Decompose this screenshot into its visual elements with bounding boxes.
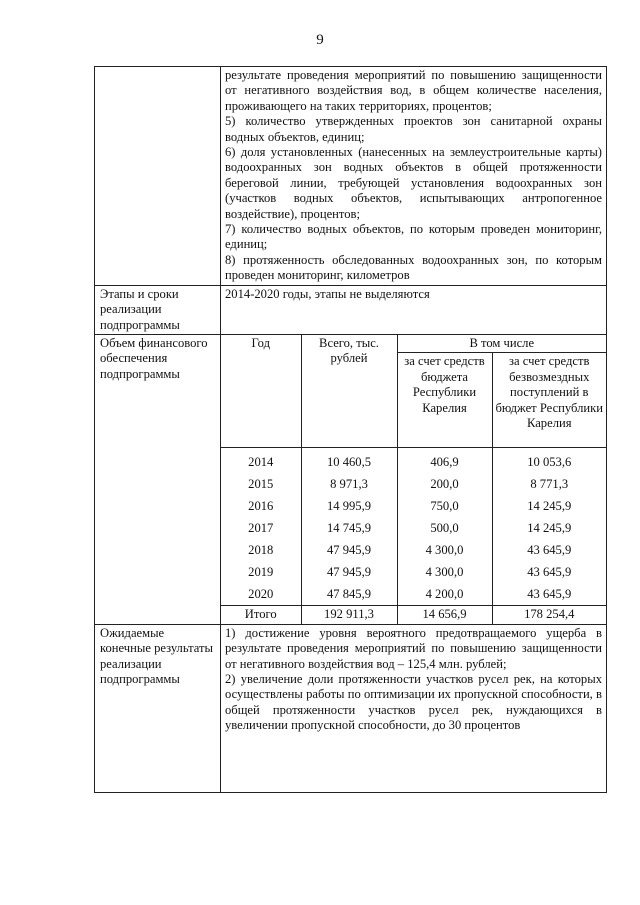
table-row <box>221 495 606 517</box>
budget-cell: 500,0 <box>397 517 492 539</box>
finance-cell <box>221 334 607 624</box>
total-cell: 47 845,9 <box>301 583 397 606</box>
total-row <box>221 606 606 624</box>
finance-row <box>95 334 607 624</box>
indicators-label-cell <box>95 67 221 286</box>
finance-table <box>221 335 606 624</box>
indicator-line: 7) количество водных объектов, по которым проведен мониторинг, единиц; <box>225 222 602 252</box>
page-number: 9 <box>316 32 324 48</box>
indicators-row <box>95 67 607 286</box>
year-cell: 2014 <box>221 448 301 474</box>
total-cell: 8 971,3 <box>301 473 397 495</box>
results-label: Ожидаемые конечные результаты реализации подпрограммы <box>95 624 221 792</box>
budget-cell: 200,0 <box>397 473 492 495</box>
results-row <box>95 624 607 792</box>
header-including: В том числе <box>397 335 606 353</box>
table-row <box>221 448 606 474</box>
year-cell: 2017 <box>221 517 301 539</box>
stages-value: 2014-2020 годы, этапы не выделяются <box>221 285 607 334</box>
total-cell: 14 745,9 <box>301 517 397 539</box>
table-row <box>221 583 606 606</box>
total-budget: 14 656,9 <box>397 606 492 624</box>
indicators-cell <box>221 67 607 286</box>
total-grants: 178 254,4 <box>492 606 606 624</box>
passport-table <box>94 66 607 793</box>
budget-cell: 4 300,0 <box>397 561 492 583</box>
grants-cell: 14 245,9 <box>492 517 606 539</box>
indicator-line: 8) протяженность обследованных водоохранных зон, по которым проведен мониторинг, километров <box>225 252 602 283</box>
total-sum: 192 911,3 <box>301 606 397 624</box>
grants-cell: 43 645,9 <box>492 583 606 606</box>
indicator-line: 6) доля установленных (нанесенных на землеустроительные карты) водоохранных зон водных объектов в общей протяженности береговой линии, требующей установления водоохранных зон (участков водных объектов, испытывающих антропогенное воздействие), процентов; <box>225 145 602 221</box>
table-row <box>221 517 606 539</box>
grants-cell: 43 645,9 <box>492 539 606 561</box>
header-budget: за счет средств бюджета Республики Карелия <box>397 353 492 448</box>
budget-cell: 750,0 <box>397 495 492 517</box>
indicator-line: 5) количество утвержденных проектов зон санитарной охраны водных объектов, единиц; <box>225 114 602 144</box>
result-item: 1) достижение уровня вероятного предотвращаемого ущерба в результате проведения мероприятий по повышению защищенности от негативного воздействия вод – 125,4 млн. рублей; <box>225 625 602 671</box>
stages-label: Этапы и сроки реализации подпрограммы <box>95 285 221 334</box>
header-year: Год <box>221 335 301 448</box>
stages-row <box>95 285 607 334</box>
year-cell: 2015 <box>221 473 301 495</box>
indicator-line: результате проведения мероприятий по повышению защищенности от негативного воздействия вод, в общем количестве населения, проживающего на таких территориях, процентов; <box>225 68 602 113</box>
total-cell: 10 460,5 <box>301 448 397 474</box>
budget-cell: 4 200,0 <box>397 583 492 606</box>
finance-label: Объем финансового обеспечения подпрограммы <box>95 334 221 624</box>
grants-cell: 10 053,6 <box>492 448 606 474</box>
grants-cell: 43 645,9 <box>492 561 606 583</box>
total-cell: 47 945,9 <box>301 561 397 583</box>
table-row <box>221 539 606 561</box>
table-row <box>221 561 606 583</box>
year-cell: 2020 <box>221 583 301 606</box>
grants-cell: 8 771,3 <box>492 473 606 495</box>
budget-cell: 406,9 <box>397 448 492 474</box>
year-cell: 2016 <box>221 495 301 517</box>
total-label: Итого <box>221 606 301 624</box>
results-cell <box>221 624 607 792</box>
total-cell: 14 995,9 <box>301 495 397 517</box>
year-cell: 2018 <box>221 539 301 561</box>
total-cell: 47 945,9 <box>301 539 397 561</box>
budget-cell: 4 300,0 <box>397 539 492 561</box>
grants-cell: 14 245,9 <box>492 495 606 517</box>
header-total: Всего, тыс. рублей <box>301 335 397 448</box>
result-item: 2) увеличение доли протяженности участков русел рек, на которых осуществлены работы по оптимизации их пропускной способности, в общей протяженности участков русел рек, нуждающихся в увеличении пропускной способности, до 30 процентов <box>225 671 602 733</box>
year-cell: 2019 <box>221 561 301 583</box>
table-row <box>221 473 606 495</box>
header-grants: за счет средств безвозмездных поступлений в бюджет Республики Карелия <box>492 353 606 448</box>
